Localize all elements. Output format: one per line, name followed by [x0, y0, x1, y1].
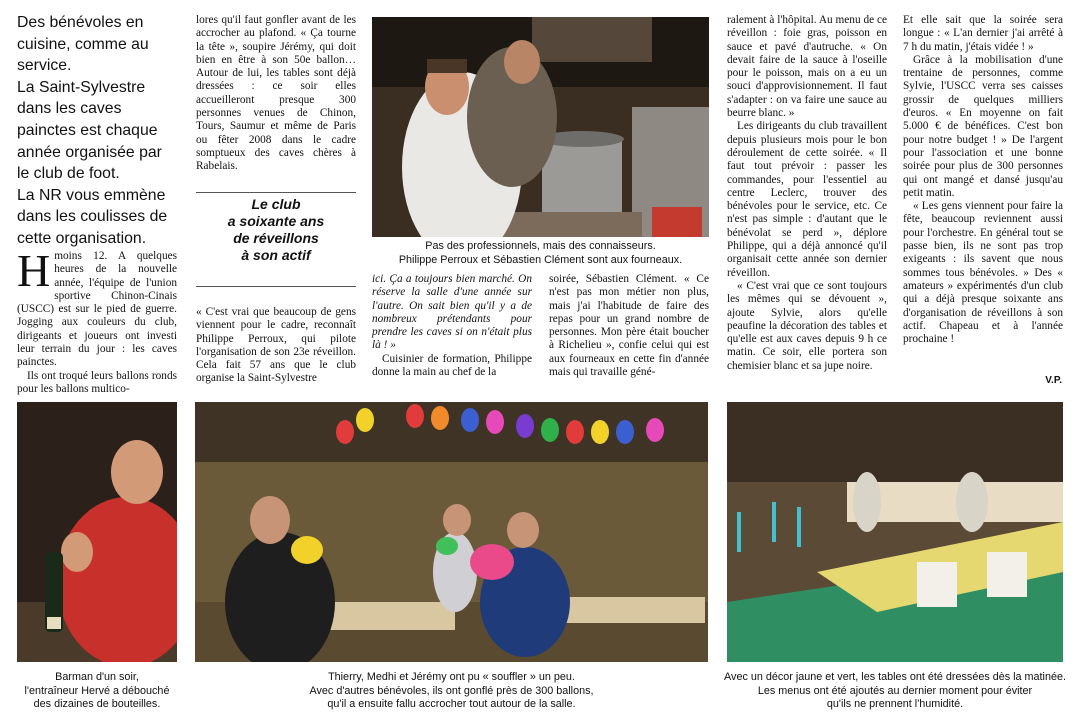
caption-balloons [195, 671, 708, 712]
caption-barman-line-2: l'entraîneur Hervé a débouché [24, 684, 170, 697]
caption-barman-line-3: des dizaines de bouteilles. [33, 698, 161, 710]
column-6-paragraph-1: Et elle sait que la soirée sera longue : « L'an dernier j'ai arrêté à 7 h du matin, j'étais vidée ! » [903, 14, 1063, 53]
article-column-5 [727, 14, 887, 373]
column-6-paragraph-3: « Les gens viennent pour faire la fête, beaucoup reviennent aussi pour l'orchestre. En général tout se passe bien, ils ne sont pas trop exigeants : ils savent que nous sommes tous bénévoles. » Des « amateurs » expérimentés d'un club qui a déjà presque soixante ans d'organisation de réveillons à son actif. Chapeau et à l'année prochaine ! [903, 200, 1063, 346]
pullquote-line-4: à son actif [241, 247, 311, 263]
caption-kitchen-line-2: Philippe Perroux et Sébastien Clément sont aux fourneaux. [398, 253, 683, 266]
caption-balloons-line-2: Avec d'autres bénévoles, ils ont gonflé près de 300 ballons, [309, 684, 594, 697]
column-2-text: lores qu'il faut gonfler avant de les accrocher au plafond. « Ça tourne la tête », soupire Jérémy, qui doit bien en être à son 50e ballon… Autour de lui, les tables sont déjà dressées : ce soir elles accueilleront presque 300 personnes venues de Chinon, Tours, Saumur et même de Paris ou fêter 2008 dans le cadre somptueux des caves chères à Rabelais. [196, 14, 356, 173]
photo-tables [727, 402, 1063, 662]
caption-balloons-line-3: qu'il a ensuite fallu accrocher tout autour de la salle. [327, 698, 576, 710]
caption-kitchen [372, 240, 709, 267]
deck-line-1: Des bénévoles en cuisine, comme au service. [17, 14, 149, 75]
column-6-paragraph-2: Grâce à la mobilisation d'une trentaine de personnes, comme Sylvie, l'USCC verra ses caisses grossir de quelques milliers d'euros. « En moyenne on fait 5.000 € de bénéfices. C'est bon pour notre budget ! » De l'argent pour l'association et une bonne soirée pour plus de 300 personnes qui ont mangé et dansé jusqu'au petit matin. [903, 53, 1063, 199]
deck-line-3: La NR vous emmène dans les coulisses de cette organisation. [17, 186, 168, 247]
photo-balloons [195, 402, 708, 662]
paragraph-1: moins 12. A quelques heures de la nouvelle année, l'équipe de l'union sportive Chinon-Cinais (USCC) est sur le pied de guerre. Jogging aux couleurs du club, dirigeants et joueurs ont investi leur terrain du jour : les caves painctes. [17, 250, 177, 369]
column-4-text: soirée, Sébastien Clément. « Ce n'est pas mon métier non plus, mais j'ai l'habitude de faire des repas pour un grand nombre de personnes. Mon père était boucher à Richelieu », confie celui qui est aux fourneaux en cette fin d'année mais qui travaille géné- [549, 273, 709, 379]
photo-kitchen [372, 17, 709, 237]
pullquote-line-3: de réveillons [233, 230, 319, 246]
author-signature: V.P. [1045, 375, 1062, 386]
column-2-bottom-text: « C'est vrai que beaucoup de gens viennent pour le cadre, reconnaît Philippe Perroux, qui pilote l'organisation de son 23e réveillon. Cela fait 57 ans que le club organise la Saint-Sylvestre [196, 306, 356, 385]
caption-balloons-line-1: Thierry, Medhi et Jérémy ont pu « souffler » un peu. [328, 671, 575, 683]
column-3-text: ici. Ça a toujours bien marché. On réserve la salle d'une année sur l'autre. On sait bien qu'il y a de nombreux prétendants pour prendre les caves si on n'était plus là ! » [372, 273, 532, 352]
column-5-paragraph-3: « C'est vrai que ce sont toujours les mêmes qui se dévouent », ajoute Sylvie, alors qu'elle peaufine la décoration des tables et qu'elle est aux caves depuis 9 h ce matin. Ce soir, elle portera son chemisier blanc et sa jupe noire. [727, 279, 887, 372]
article-column-2 [196, 14, 356, 174]
pullquote-bottom-rule [196, 286, 356, 287]
caption-barman [8, 671, 186, 712]
pullquote-line-1: Le club [251, 196, 301, 212]
article-column-3 [372, 273, 532, 379]
column-3-text-2: Cuisinier de formation, Philippe donne la main au chef de la [372, 352, 532, 379]
column-5-paragraph-2: Les dirigeants du club travaillent depuis plusieurs mois pour le bon déroulement de cette soirée. « Il faut tout prévoir : passer les commandes, pour l'essentiel au centre Leclerc, trouver des bénévoles pour le service, etc. Ce n'est pas simple : d'autant que le bénévolat se perd », déplore Philippe, qui a déjà annoncé qu'il organisait cette année son dernier réveillon. [727, 120, 887, 279]
caption-tables-line-1: Avec un décor jaune et vert, les tables ont été dressées dès la matinée. [724, 671, 1066, 683]
deck-line-2: La Saint-Sylvestre dans les caves painctes est chaque année organisée par le club de foot. [17, 78, 162, 183]
drop-cap: H [17, 245, 51, 296]
caption-barman-line-1: Barman d'un soir, [55, 671, 139, 683]
pullquote-line-2: a soixante ans [227, 213, 325, 229]
photo-barman [17, 402, 177, 662]
pullquote-top-rule [196, 192, 356, 193]
caption-tables-line-3: qu'ils ne prennent l'humidité. [826, 698, 964, 710]
column-5-paragraph-1: ralement à l'hôpital. Au menu de ce réveillon : foie gras, poisson en sauce et pavé d'autruche. « On devait faire de la sauce à l'oseille pour le poisson, mais on a eu un souci d'approvisionnement. Il faut s'adapter : on va faire une sauce au beurre blanc. » [727, 14, 887, 120]
article-column-1 [17, 245, 177, 396]
article-deck [17, 12, 177, 250]
article-column-2-bottom [196, 306, 356, 386]
paragraph-2: Ils ont troqué leurs ballons ronds pour les ballons multico- [17, 369, 177, 395]
article-column-6 [903, 14, 1063, 346]
pullquote [196, 196, 356, 264]
caption-tables-line-2: Les menus ont été ajoutés au dernier moment pour éviter [757, 684, 1033, 697]
article-column-4 [549, 273, 709, 379]
caption-kitchen-line-1: Pas des professionnels, mais des connaisseurs. [425, 240, 656, 252]
caption-tables [720, 671, 1070, 712]
